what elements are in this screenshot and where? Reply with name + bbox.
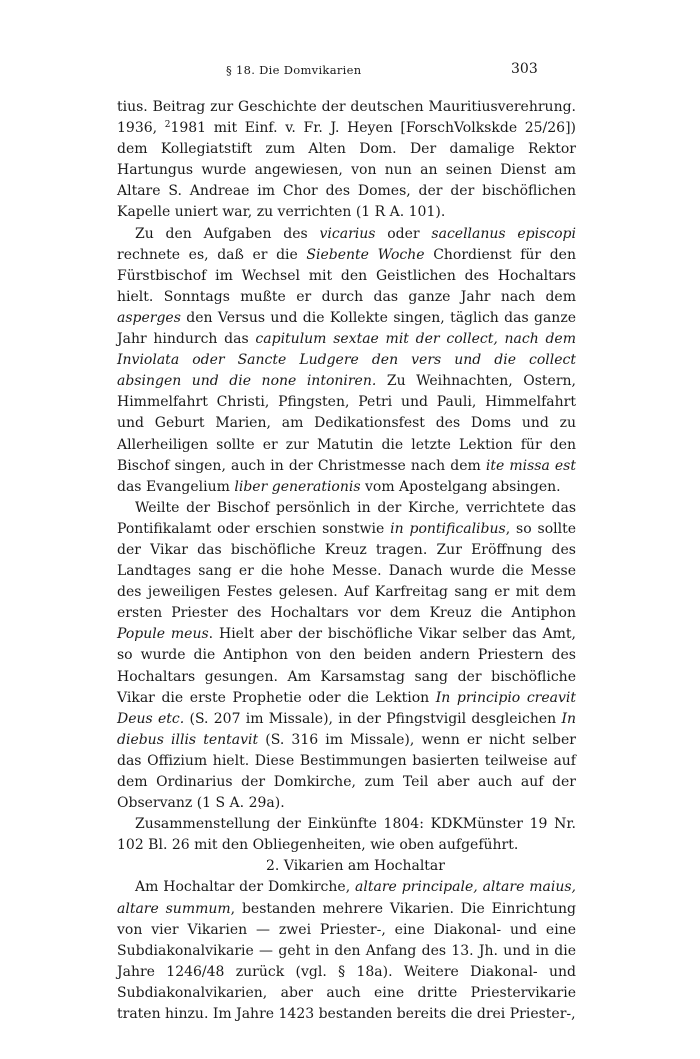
italic-run: asperges [117, 309, 181, 326]
italic-run: capitulum sextae mit der collect, nach dem Inviolata oder Sancte Ludgere den vers und die collect absingen und die none intoniren. [117, 331, 576, 390]
text-run: vom Apostelgang absingen. [360, 478, 561, 495]
text-run: Weilte der Bischof persönlich in der Kirche, verrichtete das Pontifikalamt oder erschien sonstwie [117, 499, 576, 537]
text-run: Am Hochaltar der Domkirche, [135, 879, 356, 896]
paragraph-p4 [117, 814, 576, 856]
text-run: . Hielt aber der bischöfliche Vikar selber das Amt, so wurde die Antiphon von den beiden andern Priestern des Hochaltars gesungen. Am Karsamstag sang der bischöfliche Vikar die erste Prophetie oder die Lektion [117, 626, 577, 706]
text-run: Chordienst für den Fürstbischof im Wechsel mit den Geistlichen des Hochaltars hielt. Sonntags mußte er durch das ganze Jahr nach dem [117, 246, 576, 305]
paragraph-p1 [117, 97, 576, 224]
text-run: 1981 mit Einf. v. Fr. J. Heyen [ForschVolkskde 25/26]) dem Kollegiatstift zum Alten Dom. Der damalige Rektor Hartungus wurde angewiesen, von nun an seinen Dienst am Altare S. Andreae im Chor des Domes, der der bischöflichen Kapelle uniert war, zu verrichten (1 R A. 101). [117, 120, 576, 221]
page-number: 303 [511, 61, 538, 77]
text-run: den Versus und die Kollekte singen, täglich das ganze Jahr hindurch das [117, 309, 576, 348]
text-run: Zu Weihnachten, Ostern, Himmelfahrt Christi, Pfingsten, Petri und Pauli, Himmelfahrt und Geburt Marien, am Dedikationsfest des Doms und zu Allerheiligen sollte er zur Matutin die letzte Lektion für den Bischof singen, auch in der Christmesse nach dem [117, 373, 576, 474]
italic-run: ite missa est [485, 457, 576, 474]
pre-section-paragraphs [117, 97, 576, 856]
italic-run: sacellanus episcopi [431, 225, 576, 242]
paragraph-p5 [117, 877, 576, 1025]
italic-run: Siebente Woche [306, 246, 425, 263]
italic-run: liber generationis [234, 478, 361, 495]
running-head [0, 61, 700, 81]
text-run: oder [375, 225, 432, 242]
text-run: Zu den Aufgaben des [135, 225, 320, 242]
section-heading: 2. Vikarien am Hochaltar [266, 858, 445, 875]
italic-run: In principio creavit Deus etc. [117, 689, 577, 727]
paragraph-p2 [117, 224, 576, 498]
paragraph-p3 [117, 498, 576, 814]
italic-run: Popule meus [117, 626, 209, 643]
italic-run: in pontificalibus [390, 520, 506, 537]
text-run: Zusammenstellung der Einkünfte 1804: KDKMünster 19 Nr. 102 Bl. 26 mit den Obliegenheiten, wie oben aufgeführt. [117, 816, 576, 854]
superscript: 2 [164, 120, 171, 131]
text-run: das Evangelium [117, 478, 235, 495]
body-text [117, 97, 576, 1025]
text-run: , bestanden mehrere Vikarien. Die Einrichtung von vier Vikarien — zwei Priester-, eine Diakonal- und eine Subdiakonalvikarie — geht in den Anfang des 13. Jh. und in die Jahre 1246/48 zurück (vgl. § 18a). Weitere Diakonal- und Subdiakonalvikarien, aber auch eine dritte Priestervikarie traten hinzu. Im Jahre 1423 bestanden bereits die drei Priester-, [117, 900, 576, 1023]
italic-run: vicarius [319, 225, 376, 242]
italic-run: altare principale, altare maius, altare summum [117, 879, 576, 917]
text-run: (S. 207 im Missale), in der Pfingstvigil desgleichen [184, 710, 562, 727]
text-run: (S. 316 im Missale), wenn er nicht selber das Offizium hielt. Diese Bestimmungen basierten teilweise auf dem Ordinarius der Domkirche, zum Teil aber auch auf der Observanz (1 S A. 29a). [117, 731, 576, 812]
text-run: , so sollte der Vikar das bischöfliche Kreuz tragen. Zur Eröffnung des Landtages sang er die hohe Messe. Danach wurde die Messe des jeweiligen Festes gelesen. Auf Karfreitag sang er mit dem ersten Priester des Hochaltars vor dem Kreuz die Antiphon [117, 520, 576, 622]
text-run: rechnete es, daß er die [117, 246, 307, 263]
italic-run: In diebus illis tentavit [117, 710, 576, 748]
text-run: tius. Beitrag zur Geschichte der deutschen Mauritiusverehrung. 1936, [117, 99, 576, 137]
running-title: § 18. Die Domvikarien [226, 63, 362, 77]
post-section-paragraphs [117, 877, 576, 1025]
